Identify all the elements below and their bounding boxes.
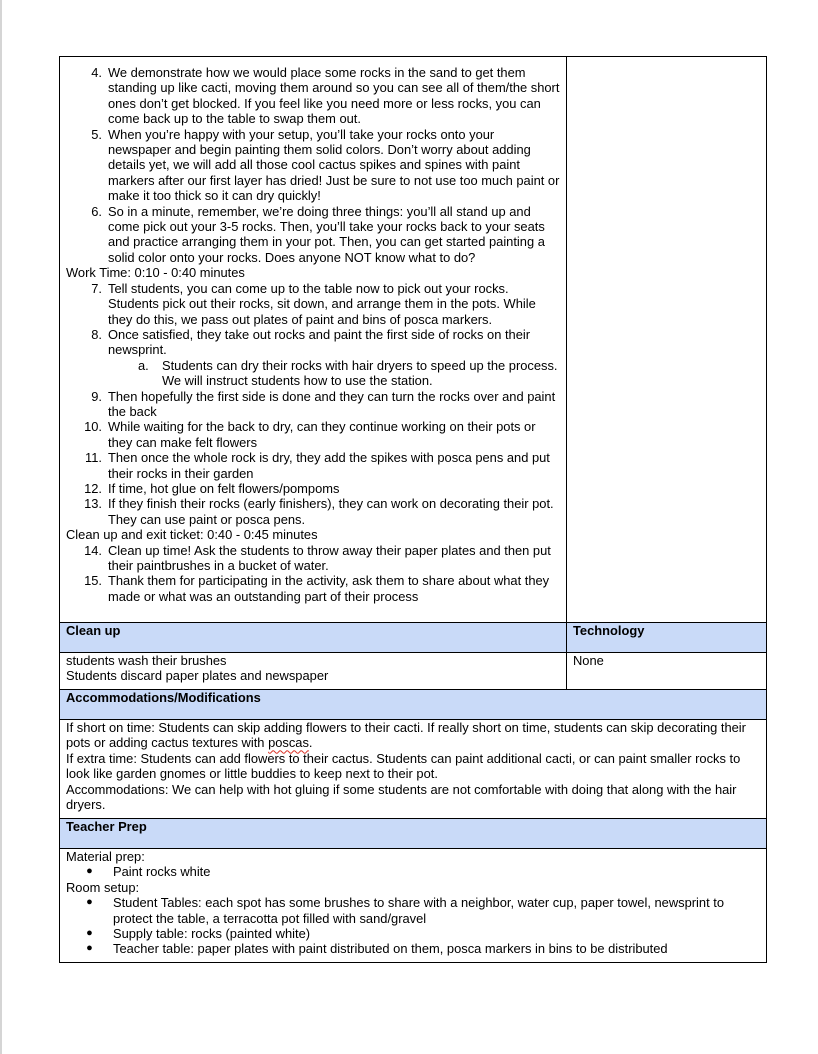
bullet-glyph: ● bbox=[86, 927, 93, 940]
step-item bbox=[66, 327, 560, 358]
sub-step-text: Students can dry their rocks with hair dryers to speed up the process. We will instruct students how to use the station. bbox=[162, 357, 558, 389]
step-text: Tell students, you can come up to the table now to pick out your rocks. Students pick out their rocks, sit down, and arrange them in the pots. While they do this, we pass out plates of paint and bins of posca markers. bbox=[108, 280, 536, 327]
room-setup-label: Room setup: bbox=[66, 879, 140, 895]
steps-group-d bbox=[66, 543, 560, 605]
step-number: 9. bbox=[91, 388, 102, 404]
bullet-text: Student Tables: each spot has some brushes to share with a neighbor, water cup, paper towel, newsprint to protect the table, a terracotta pot filled with sand/gravel bbox=[113, 895, 724, 926]
bullet-glyph: ● bbox=[86, 942, 93, 955]
step-number: 12. bbox=[84, 480, 102, 496]
step-item bbox=[66, 496, 560, 527]
step-text: When you’re happy with your setup, you’ll take your rocks onto your newspaper and begin painting them solid colors. Don’t worry about adding details yet, we will add all those cool cactus spikes and spines with paint markers after our first layer has dried! Just be sure to not use too much paint or make it too thick so it can dry quickly! bbox=[108, 126, 560, 204]
step-text: While waiting for the back to dry, can they continue working on their pots or they can make felt flowers bbox=[108, 419, 536, 450]
bullet-item bbox=[66, 895, 760, 926]
cleanup-line: Students discard paper plates and newspaper bbox=[66, 668, 329, 684]
short-on-time-prefix: If short on time: Students can skip adding flowers to their cacti. If really short on time, students can skip decorating their pots or adding cactus textures with bbox=[66, 720, 746, 751]
extra-time-text: If extra time: Students can add flowers to their cactus. Students can paint additional cacti, or can paint smaller rocks to look like garden gnomes or little buddies to keep next to their pot. bbox=[66, 750, 741, 782]
step-item bbox=[66, 543, 560, 574]
step-text: If they finish their rocks (early finishers), they can work on decorating their pot. They can use paint or posca pens. bbox=[108, 496, 554, 527]
technology-header: Technology bbox=[567, 623, 767, 653]
cleanup-content-row bbox=[60, 653, 767, 690]
accommodations-header: Accommodations/Modifications bbox=[60, 690, 767, 720]
bullet-text: Supply table: rocks (painted white) bbox=[113, 926, 311, 942]
step-number: 11. bbox=[85, 450, 102, 466]
sub-step-number: a. bbox=[138, 357, 149, 373]
teacher-prep-content-row bbox=[60, 849, 767, 963]
accommodations-text: Accommodations: We can help with hot gluing if some students are not comfortable with doing that along with the hair dryers. bbox=[66, 781, 737, 813]
misspelled-word[interactable]: poscas bbox=[268, 735, 309, 751]
accommodations-header-row bbox=[60, 690, 767, 720]
step-number: 13. bbox=[84, 496, 102, 512]
steps-group-a bbox=[66, 65, 560, 265]
page-left-edge bbox=[0, 0, 2, 1054]
step-item bbox=[66, 573, 560, 604]
step-number: 15. bbox=[84, 573, 102, 589]
step-text: So in a minute, remember, we’re doing three things: you’ll all stand up and come pick out your 3-5 rocks. Then, you’ll take your rocks back to your seats and practice arranging them in your pot. Then, you can get started painting a solid color onto your rocks. Does anyone NOT know what to do? bbox=[108, 203, 545, 265]
cleanup-header: Clean up bbox=[60, 623, 567, 653]
step-number: 7. bbox=[91, 280, 102, 296]
step-text: We demonstrate how we would place some rocks in the sand to get them standing up like cacti, moving them around so you can see all of them/the short ones don’t get blocked. If you feel like you need more or less rocks, you can come back up to the table to swap them out. bbox=[108, 65, 560, 127]
step-number: 8. bbox=[91, 326, 102, 342]
step-item bbox=[66, 65, 560, 127]
step-number: 4. bbox=[91, 65, 102, 80]
step-item bbox=[66, 450, 560, 481]
bullet-glyph: ● bbox=[86, 896, 93, 909]
bullet-item bbox=[66, 941, 760, 956]
material-prep-label: Material prep: bbox=[66, 849, 145, 864]
procedure-side-cell bbox=[567, 57, 767, 623]
step-item bbox=[66, 481, 560, 496]
cleanup-header-row bbox=[60, 623, 767, 653]
step-text: Once satisfied, they take out rocks and paint the first side of rocks on their newsprint. bbox=[108, 326, 531, 358]
step-item bbox=[66, 419, 560, 450]
accommodations-cell bbox=[60, 720, 767, 819]
step-item bbox=[66, 389, 560, 420]
step-text: Thank them for participating in the activity, ask them to share about what they made or what was an outstanding part of their process bbox=[108, 573, 550, 604]
bullet-text: Teacher table: paper plates with paint distributed on them, posca markers in bins to be distributed bbox=[113, 941, 668, 957]
room-items bbox=[66, 895, 760, 957]
steps-group-b bbox=[66, 281, 560, 358]
step-number: 10. bbox=[84, 419, 102, 435]
accommodations-content-row bbox=[60, 720, 767, 819]
step-item bbox=[66, 204, 560, 266]
bullet-glyph: ● bbox=[86, 865, 93, 878]
step-item bbox=[66, 281, 560, 327]
teacher-prep-header-row bbox=[60, 819, 767, 849]
step-text: Clean up time! Ask the students to throw away their paper plates and then put their paintbrushes in a bucket of water. bbox=[108, 542, 551, 573]
step-text: If time, hot glue on felt flowers/pompoms bbox=[108, 480, 340, 496]
technology-value: None bbox=[567, 653, 767, 690]
sub-step bbox=[66, 358, 560, 389]
cleanup-exit-heading: Clean up and exit ticket: 0:40 - 0:45 minutes bbox=[66, 527, 318, 543]
bullet-item bbox=[66, 926, 760, 941]
lesson-plan-table bbox=[59, 56, 767, 963]
material-items bbox=[66, 864, 760, 879]
step-text: Then once the whole rock is dry, they add the spikes with posca pens and put their rocks in their garden bbox=[108, 450, 550, 481]
bullet-text: Paint rocks white bbox=[113, 864, 211, 880]
step-number: 14. bbox=[84, 542, 102, 558]
bullet-item bbox=[66, 864, 760, 879]
teacher-prep-header: Teacher Prep bbox=[60, 819, 767, 849]
steps-group-c bbox=[66, 389, 560, 528]
step-number: 6. bbox=[91, 203, 102, 219]
short-on-time-suffix: . bbox=[308, 735, 313, 751]
step-text: Then hopefully the first side is done and they can turn the rocks over and paint the back bbox=[108, 388, 556, 419]
procedure-cell bbox=[60, 57, 567, 623]
work-time-heading: Work Time: 0:10 - 0:40 minutes bbox=[66, 265, 245, 281]
procedure-row bbox=[60, 57, 767, 623]
step-item bbox=[66, 127, 560, 204]
cleanup-cell bbox=[60, 653, 567, 690]
teacher-prep-cell bbox=[60, 849, 767, 963]
short-on-time-text bbox=[66, 720, 760, 751]
cleanup-line: students wash their brushes bbox=[66, 653, 227, 668]
step-number: 5. bbox=[91, 126, 102, 142]
